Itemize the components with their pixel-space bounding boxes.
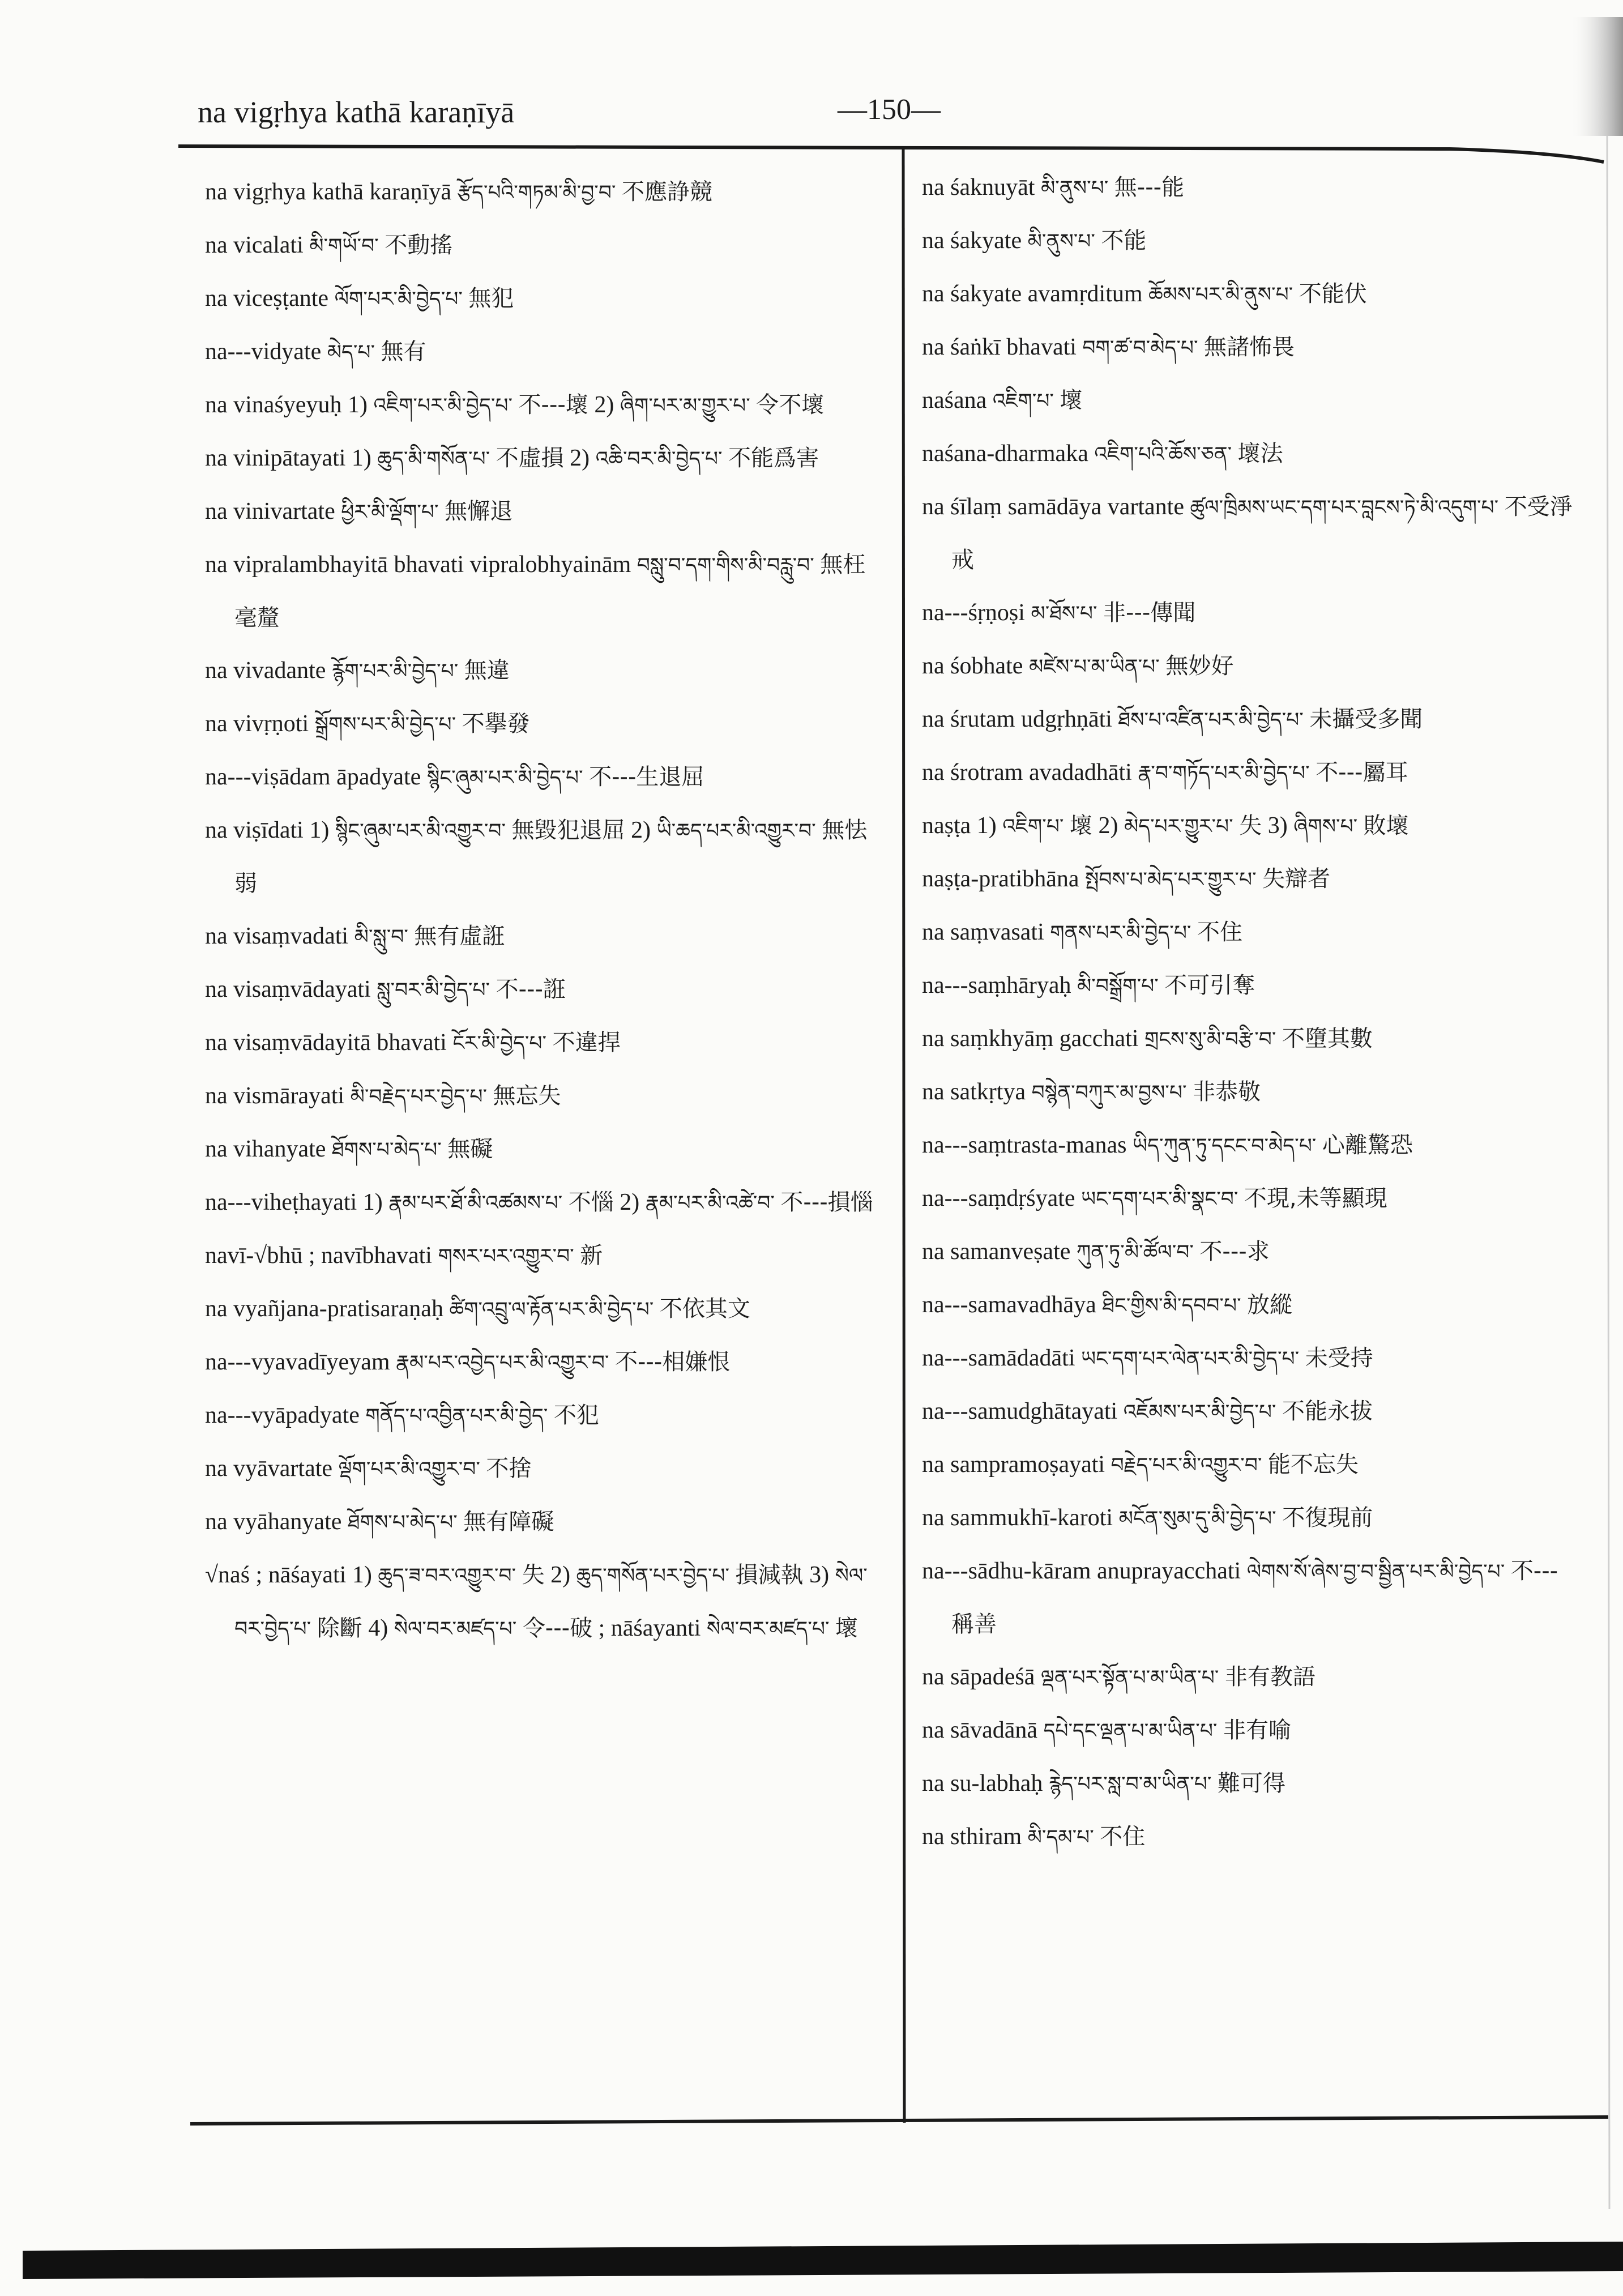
dictionary-entry [922, 161, 1579, 215]
tibetan-equivalent: སེལ་བར་མཛད་པ་ [706, 1618, 830, 1641]
chinese-equivalent: 不虛損 [496, 445, 564, 471]
entry-headword: na---vidyate [205, 339, 322, 365]
tibetan-equivalent: སྒྲོགས་པར་མི་བྱེད་པ་ [314, 713, 456, 736]
dictionary-entry [922, 215, 1579, 268]
dictionary-entry [205, 698, 887, 751]
scan-edge-line [1607, 136, 1609, 2209]
chinese-equivalent: 無怯弱 [234, 817, 868, 897]
entry-headword: na sāpadeśā [922, 1664, 1035, 1690]
sense-number: 1) [351, 445, 371, 471]
dictionary-entry [205, 272, 887, 326]
entry-headword: naṣṭa-pratibhāna [922, 866, 1079, 892]
entry-headword: na śaknuyāt [922, 174, 1035, 200]
dictionary-entry [922, 959, 1579, 1013]
scan-bottom-bar [23, 2242, 1623, 2279]
right-column [922, 161, 1579, 1864]
dictionary-entry [205, 485, 887, 539]
tibetan-equivalent: ཆུད་ཟ་བར་འགྱུར་བ་ [378, 1564, 516, 1587]
tibetan-equivalent: འཇིག་པ་ [1002, 815, 1064, 838]
left-column [205, 166, 887, 1655]
chinese-equivalent: 無礙 [447, 1136, 493, 1162]
chinese-equivalent: 無妙好 [1165, 653, 1234, 679]
entry-headword: na visaṃvādayitā bhavati [205, 1030, 447, 1056]
entry-headword: na viṣīdati [205, 817, 304, 843]
tibetan-equivalent: མི་བརྗེད་པར་བྱེད་པ་ [350, 1085, 488, 1108]
dictionary-entry [922, 1013, 1579, 1066]
entry-headword: naśana [922, 387, 987, 413]
dictionary-entry [205, 1389, 887, 1443]
tibetan-equivalent: ཞིག་པར་མ་གྱུར་པ་ [620, 394, 750, 417]
chinese-equivalent: 不---相嫌恨 [614, 1349, 731, 1375]
tibetan-equivalent: རྣ་བ་གཏོད་པར་མི་བྱེད་པ་ [1138, 762, 1310, 785]
tibetan-equivalent: ཆུད་མི་གསོན་པ་ [377, 447, 490, 471]
dictionary-entry [922, 1492, 1579, 1545]
tibetan-equivalent: ཆུད་གསོན་པར་བྱེད་པ་ [576, 1564, 730, 1587]
dictionary-entry [205, 751, 887, 804]
entry-headword: na---saṃhāryaḥ [922, 972, 1071, 998]
chinese-equivalent: 不違捍 [552, 1030, 621, 1056]
sense-number: 1) [352, 1562, 372, 1588]
tibetan-equivalent: འཇིག་པའི་ཆོས་ཅན་ [1094, 443, 1232, 466]
sense-number: 4) [368, 1615, 388, 1641]
chinese-equivalent: 無有 [381, 339, 426, 365]
dictionary-entry [205, 1017, 887, 1070]
sense-number: 1) [347, 392, 368, 418]
tibetan-equivalent: ཡང་དག་པར་མི་སྣང་བ་ [1081, 1188, 1238, 1211]
tibetan-equivalent: དཔེ་དང་ལྡན་པ་མ་ཡིན་པ་ [1043, 1719, 1218, 1743]
entry-headword: na śakyate avamṛditum [922, 281, 1143, 307]
chinese-equivalent: 不---求 [1199, 1239, 1270, 1265]
entry-headword: na vyāhanyate [205, 1509, 342, 1535]
dictionary-entry [205, 804, 887, 910]
column-divider [903, 148, 904, 2123]
scan-corner-shadow [1569, 17, 1623, 136]
dictionary-entry [922, 1332, 1579, 1385]
dictionary-entry [205, 539, 887, 645]
chinese-equivalent: 除斷 [317, 1615, 362, 1641]
chinese-equivalent: 非有教語 [1224, 1664, 1316, 1690]
dictionary-entry [205, 963, 887, 1017]
dictionary-entry [922, 1651, 1579, 1704]
entry-headword: na vinipātayati [205, 445, 346, 471]
tibetan-equivalent: ལྡན་པར་སྟོན་པ་མ་ཡིན་པ་ [1040, 1666, 1219, 1689]
dictionary-entry [205, 326, 887, 379]
tibetan-equivalent: མ་ཐོས་པ་ [1031, 602, 1097, 625]
tibetan-equivalent: སེལ་བར་བྱེད་པ་ [234, 1564, 868, 1641]
tibetan-equivalent: སླུ་བར་མི་བྱེད་པ་ [377, 979, 490, 1002]
entry-headword: na saṃkhyāṃ gacchati [922, 1026, 1139, 1052]
tibetan-equivalent: རྙོག་པར་མི་བྱེད་པ་ [331, 660, 459, 683]
sanskrit-term: ; nāśayanti [598, 1615, 701, 1641]
entry-headword: na---śṛṇoṣi [922, 600, 1025, 626]
tibetan-equivalent: འཇིག་པར་མི་བྱེད་པ་ [373, 394, 513, 417]
sense-number: 1) [362, 1189, 383, 1215]
chinese-equivalent: 未攝受多聞 [1309, 706, 1423, 732]
chinese-equivalent: 不應諍競 [622, 179, 712, 205]
chinese-equivalent: 不動搖 [385, 232, 453, 258]
dictionary-entry [922, 640, 1579, 693]
dictionary-entry [922, 1545, 1579, 1651]
chinese-equivalent: 不能 [1101, 228, 1147, 254]
chinese-equivalent: 失辯者 [1262, 866, 1331, 892]
sense-number: 2) [550, 1562, 571, 1588]
chinese-equivalent: 難可得 [1217, 1770, 1285, 1796]
entry-headword: na sthiram [922, 1824, 1022, 1850]
entry-headword: na samanveṣate [922, 1239, 1071, 1265]
dictionary-entry [922, 321, 1579, 374]
entry-headword: na vyañjana-pratisaraṇaḥ [205, 1296, 443, 1322]
dictionary-entry [922, 481, 1579, 587]
chinese-equivalent: 不依其文 [659, 1296, 750, 1322]
entry-headword: √naś ; nāśayati [205, 1562, 347, 1588]
chinese-equivalent: 失 [1239, 813, 1262, 839]
chinese-equivalent: 損減執 [735, 1562, 804, 1588]
tibetan-equivalent: གནོད་པ་འབྱིན་པར་མི་བྱེད་ [365, 1405, 548, 1428]
dictionary-entry [205, 1176, 887, 1230]
sense-number: 1) [309, 817, 330, 843]
chinese-equivalent: 新 [580, 1243, 603, 1269]
sense-number: 2) [1098, 813, 1118, 839]
tibetan-equivalent: ཞིགས་པ་ [1293, 815, 1358, 838]
chinese-equivalent: 不---損惱 [780, 1189, 873, 1215]
tibetan-equivalent: རྣམ་པར་ཐོ་མི་འཚམས་པ་ [388, 1192, 563, 1215]
dictionary-entry [205, 379, 887, 432]
entry-headword: na---vyāpadyate [205, 1402, 360, 1428]
entry-headword: na vinivartate [205, 498, 335, 524]
dictionary-entry [922, 1279, 1579, 1332]
entry-headword: na---viṣādam āpadyate [205, 764, 421, 790]
tibetan-equivalent: བསླུ་བ་དག་གིས་མི་བརླུ་བ་ [637, 554, 814, 577]
entry-headword: na---samudghātayati [922, 1398, 1118, 1424]
dictionary-entry [205, 1549, 887, 1655]
entry-headword: na śīlaṃ samādāya vartante [922, 494, 1184, 520]
entry-headword: na vigṛhya kathā karaṇīyā [205, 179, 451, 205]
dictionary-entry [922, 374, 1579, 428]
tibetan-equivalent: གསར་པར་འགྱུར་བ་ [438, 1245, 574, 1268]
tibetan-equivalent: སྙིང་ཞུམ་པར་མི་འགྱུར་བ་ [335, 820, 506, 843]
tibetan-equivalent: ཐོགས་པ་མེད་པ་ [347, 1511, 458, 1534]
tibetan-equivalent: རྣམ་པར་འབྱེད་པར་མི་འགྱུར་བ་ [396, 1351, 609, 1375]
chinese-equivalent: 不---生退屈 [589, 764, 704, 790]
dictionary-entry [205, 1123, 887, 1176]
chinese-equivalent: 不---壞 [518, 392, 588, 418]
chinese-equivalent: 不能永拔 [1282, 1398, 1373, 1424]
dictionary-entry [205, 1496, 887, 1549]
chinese-equivalent: 無忘失 [493, 1083, 561, 1109]
dictionary-entry [922, 1757, 1579, 1811]
sense-number: 1) [976, 813, 997, 839]
dictionary-entry [205, 1283, 887, 1336]
chinese-equivalent: 不---誑 [496, 976, 566, 1002]
entry-headword: na vihanyate [205, 1136, 326, 1162]
chinese-equivalent: 不能伏 [1299, 281, 1367, 307]
dictionary-entry [922, 1439, 1579, 1492]
entry-headword: na---vyavadīyeyam [205, 1349, 390, 1375]
sense-number: 2) [620, 1189, 640, 1215]
chinese-equivalent: 不捨 [486, 1456, 532, 1482]
sense-number: 2) [594, 392, 614, 418]
tibetan-equivalent: རྣམ་པར་མི་འཚེ་བ་ [645, 1192, 775, 1215]
tibetan-equivalent: གྲངས་སུ་མི་བརྩི་བ་ [1144, 1028, 1276, 1051]
tibetan-equivalent: ཐོས་པ་འཛིན་པར་མི་བྱེད་པ་ [1118, 709, 1304, 732]
chinese-equivalent: 不犯 [553, 1402, 599, 1428]
tibetan-equivalent: རྩོད་པའི་གཏམ་མི་བྱ་བ་ [457, 181, 616, 204]
entry-headword: na---samādadāti [922, 1345, 1075, 1371]
entry-headword: na vismārayati [205, 1083, 345, 1109]
chinese-equivalent: 無有虛誑 [414, 923, 505, 949]
sense-number: 2) [570, 445, 590, 471]
tibetan-equivalent: ཡིད་ཀུན་ཏུ་དངང་བ་མེད་པ་ [1133, 1134, 1317, 1158]
entry-headword: na---saṃtrasta-manas [922, 1132, 1127, 1158]
entry-headword: na śrutam udgṛhṇāti [922, 706, 1112, 732]
chinese-equivalent: 令---破 [522, 1615, 593, 1641]
dictionary-entry [205, 1230, 887, 1283]
dictionary-entry [922, 853, 1579, 906]
tibetan-equivalent: སྤོབས་པ་མེད་པར་གྱུར་པ་ [1085, 868, 1257, 891]
chinese-equivalent: 不受淨戒 [951, 494, 1573, 573]
entry-headword: na śaṅkī bhavati [922, 334, 1077, 360]
dictionary-entry [205, 910, 887, 963]
tibetan-equivalent: ཐོགས་པ་མེད་པ་ [331, 1138, 442, 1162]
chinese-equivalent: 無枉毫釐 [234, 552, 866, 631]
chinese-equivalent: 無毀犯退屈 [511, 817, 625, 843]
chinese-equivalent: 令不壞 [756, 392, 825, 418]
chinese-equivalent: 不---稱善 [951, 1558, 1558, 1637]
chinese-equivalent: 無違 [464, 658, 510, 684]
dictionary-entry [922, 906, 1579, 959]
entry-headword: na sāvadānā [922, 1717, 1038, 1743]
chinese-equivalent: 敗壞 [1363, 813, 1409, 839]
tibetan-equivalent: བརྗེད་པར་མི་འགྱུར་བ་ [1111, 1454, 1262, 1477]
chinese-equivalent: 不惱 [568, 1189, 614, 1215]
tibetan-equivalent: གནས་པར་མི་བྱེད་པ་ [1050, 921, 1191, 945]
dictionary-entry [922, 428, 1579, 481]
chinese-equivalent: 非有喻 [1223, 1717, 1291, 1743]
entry-headword: na viceṣṭante [205, 285, 329, 311]
dictionary-entry [922, 1119, 1579, 1172]
tibetan-equivalent: འཇིག་པ་ [992, 390, 1054, 413]
tibetan-equivalent: བག་ཚ་བ་མེད་པ་ [1082, 336, 1198, 360]
dictionary-entry [922, 1385, 1579, 1439]
tibetan-equivalent: མཛེས་པ་མ་ཡིན་པ་ [1028, 655, 1160, 678]
chinese-equivalent: 非---傳聞 [1103, 600, 1196, 626]
chinese-equivalent: 壞 [835, 1615, 859, 1641]
entry-headword: na visaṃvādayati [205, 976, 371, 1002]
tibetan-equivalent: ཚུལ་ཁྲིམས་ཡང་དག་པར་བླངས་ཏེ་མི་འདུག་པ་ [1190, 496, 1499, 519]
tibetan-equivalent: སེལ་བར་མཛད་པ་ [394, 1618, 517, 1641]
chinese-equivalent: 不住 [1100, 1824, 1146, 1850]
entry-headword: na saṃvasati [922, 919, 1044, 945]
tibetan-equivalent: ངོར་མི་བྱེད་པ་ [452, 1032, 547, 1055]
dictionary-entry [205, 432, 887, 485]
dictionary-entry [922, 1226, 1579, 1279]
entry-headword: na su-labhaḥ [922, 1770, 1043, 1796]
dictionary-entry [922, 746, 1579, 800]
chinese-equivalent: 無諸怖畏 [1204, 334, 1295, 360]
chinese-equivalent: 不---屬耳 [1316, 759, 1408, 786]
chinese-equivalent: 不住 [1197, 919, 1242, 945]
chinese-equivalent: 不復現前 [1282, 1505, 1373, 1531]
dictionary-entry [205, 645, 887, 698]
tibetan-equivalent: མི་སླུ་བ་ [354, 925, 408, 949]
entry-headword: na śakyate [922, 228, 1022, 254]
tibetan-equivalent: འཇོམས་པར་མི་བྱེད་པ་ [1123, 1401, 1276, 1424]
chinese-equivalent: 壞法 [1237, 441, 1283, 467]
tibetan-equivalent: ཐིང་གྱིས་མི་དབབ་པ་ [1102, 1294, 1241, 1317]
entry-headword: na---saṃdṛśyate [922, 1185, 1075, 1211]
tibetan-equivalent: ལེགས་སོ་ཞེས་བྱ་བ་སྦྱིན་པར་མི་བྱེད་པ་ [1246, 1560, 1505, 1584]
tibetan-equivalent: མི་དམ་པ་ [1027, 1826, 1094, 1849]
entry-headword: na sampramoṣayati [922, 1452, 1105, 1478]
tibetan-equivalent: ཕྱིར་མི་ལྡོག་པ་ [341, 501, 439, 524]
chinese-equivalent: 不現,未等顯現 [1244, 1185, 1387, 1211]
entry-headword: naśana-dharmaka [922, 441, 1088, 467]
chinese-equivalent: 不可引奪 [1164, 972, 1255, 998]
tibetan-equivalent: ལོག་པར་མི་བྱེད་པ་ [334, 288, 463, 311]
entry-headword: na---samavadhāya [922, 1292, 1096, 1318]
sense-number: 3) [809, 1562, 830, 1588]
entry-headword: na sammukhī-karoti [922, 1505, 1113, 1531]
entry-headword: na vivṛṇoti [205, 711, 309, 737]
tibetan-equivalent: མེད་པར་གྱུར་པ་ [1124, 815, 1233, 838]
dictionary-entry [922, 693, 1579, 746]
entry-headword: na vyāvartate [205, 1456, 333, 1482]
sense-number: 2) [631, 817, 651, 843]
chinese-equivalent: 無有障礙 [463, 1509, 554, 1535]
tibetan-equivalent: རྙེད་པར་སླ་བ་མ་ཡིན་པ་ [1048, 1773, 1212, 1796]
tibetan-equivalent: ལྡོག་པར་མི་འགྱུར་བ་ [338, 1458, 480, 1481]
dictionary-entry [205, 1336, 887, 1389]
dictionary-entry [922, 1704, 1579, 1757]
dictionary-entry [205, 166, 887, 219]
chinese-equivalent: 非恭敬 [1193, 1079, 1261, 1105]
entry-headword: navī-√bhū ; navībhavati [205, 1243, 432, 1269]
running-head: na vigṛhya kathā karaṇīyā [198, 95, 515, 129]
chinese-equivalent: 壞 [1060, 387, 1083, 413]
chinese-equivalent: 不墮其數 [1282, 1026, 1373, 1052]
tibetan-equivalent: ཀུན་ཏུ་མི་ཚོལ་བ་ [1076, 1241, 1194, 1264]
chinese-equivalent: 心離驚恐 [1322, 1132, 1413, 1158]
entry-headword: na---viheṭhayati [205, 1189, 357, 1215]
entry-headword: naṣṭa [922, 813, 971, 839]
chinese-equivalent: 失 [522, 1562, 545, 1588]
tibetan-equivalent: ཡི་ཆད་པར་མི་འགྱུར་བ་ [656, 820, 816, 843]
entry-headword: na vipralambhayitā bhavati vipralobhyainām [205, 552, 631, 578]
entry-headword: na śobhate [922, 653, 1023, 679]
dictionary-entry [922, 1066, 1579, 1119]
entry-headword: na---sādhu-kāram anuprayacchati [922, 1558, 1241, 1584]
tibetan-equivalent: སྙིང་ཞུམ་པར་མི་བྱེད་པ་ [426, 766, 583, 789]
dictionary-entry [922, 1172, 1579, 1226]
tibetan-equivalent: ཆོམས་པར་མི་ནུས་པ་ [1148, 283, 1293, 306]
chinese-equivalent: 放縱 [1247, 1292, 1293, 1318]
entry-headword: na śrotram avadadhāti [922, 759, 1132, 786]
chinese-equivalent: 無---能 [1114, 174, 1185, 200]
tibetan-equivalent: མི་ནུས་པ་ [1027, 230, 1095, 253]
chinese-equivalent: 壞 [1069, 813, 1092, 839]
bottom-rule [190, 2117, 1608, 2124]
chinese-equivalent: 未受持 [1305, 1345, 1373, 1371]
dictionary-entry [205, 219, 887, 272]
chinese-equivalent: 無犯 [468, 285, 514, 311]
tibetan-equivalent: འཆི་བར་མི་བྱེད་པ་ [595, 447, 723, 471]
tibetan-equivalent: བསྙེན་བཀུར་མ་བྱས་པ་ [1031, 1081, 1187, 1104]
chinese-equivalent: 不擧發 [462, 711, 530, 737]
tibetan-equivalent: ཚིག་འབྲུ་ལ་རྟོན་པར་མི་བྱེད་པ་ [449, 1298, 654, 1321]
dictionary-entry [205, 1443, 887, 1496]
dictionary-entry [205, 1070, 887, 1123]
entry-headword: na vinaśyeyuḥ [205, 392, 342, 418]
dictionary-entry [922, 268, 1579, 321]
dictionary-entry [922, 1811, 1579, 1864]
top-rule [178, 146, 1604, 162]
entry-headword: na vivadante [205, 658, 326, 684]
tibetan-equivalent: ཡང་དག་པར་ལེན་པར་མི་བྱེད་པ་ [1081, 1347, 1300, 1371]
dictionary-entry [922, 587, 1579, 640]
chinese-equivalent: 不能爲害 [728, 445, 819, 471]
chinese-equivalent: 無懈退 [445, 498, 513, 524]
tibetan-equivalent: མི་གཡོ་བ་ [309, 234, 379, 258]
entry-headword: na visaṃvadati [205, 923, 349, 949]
tibetan-equivalent: མི་བསྒྲོག་པ་ [1077, 975, 1159, 998]
tibetan-equivalent: མེད་པ་ [327, 341, 375, 364]
entry-headword: na vicalati [205, 232, 304, 258]
entry-headword: na satkṛtya [922, 1079, 1026, 1105]
tibetan-equivalent: མི་ནུས་པ་ [1040, 177, 1109, 200]
sense-number: 3) [1267, 813, 1288, 839]
chinese-equivalent: 能不忘失 [1267, 1452, 1359, 1478]
tibetan-equivalent: མངོན་སུམ་དུ་མི་བྱེད་པ་ [1118, 1507, 1276, 1530]
page-number: —150— [838, 93, 941, 126]
dictionary-entry [922, 800, 1579, 853]
